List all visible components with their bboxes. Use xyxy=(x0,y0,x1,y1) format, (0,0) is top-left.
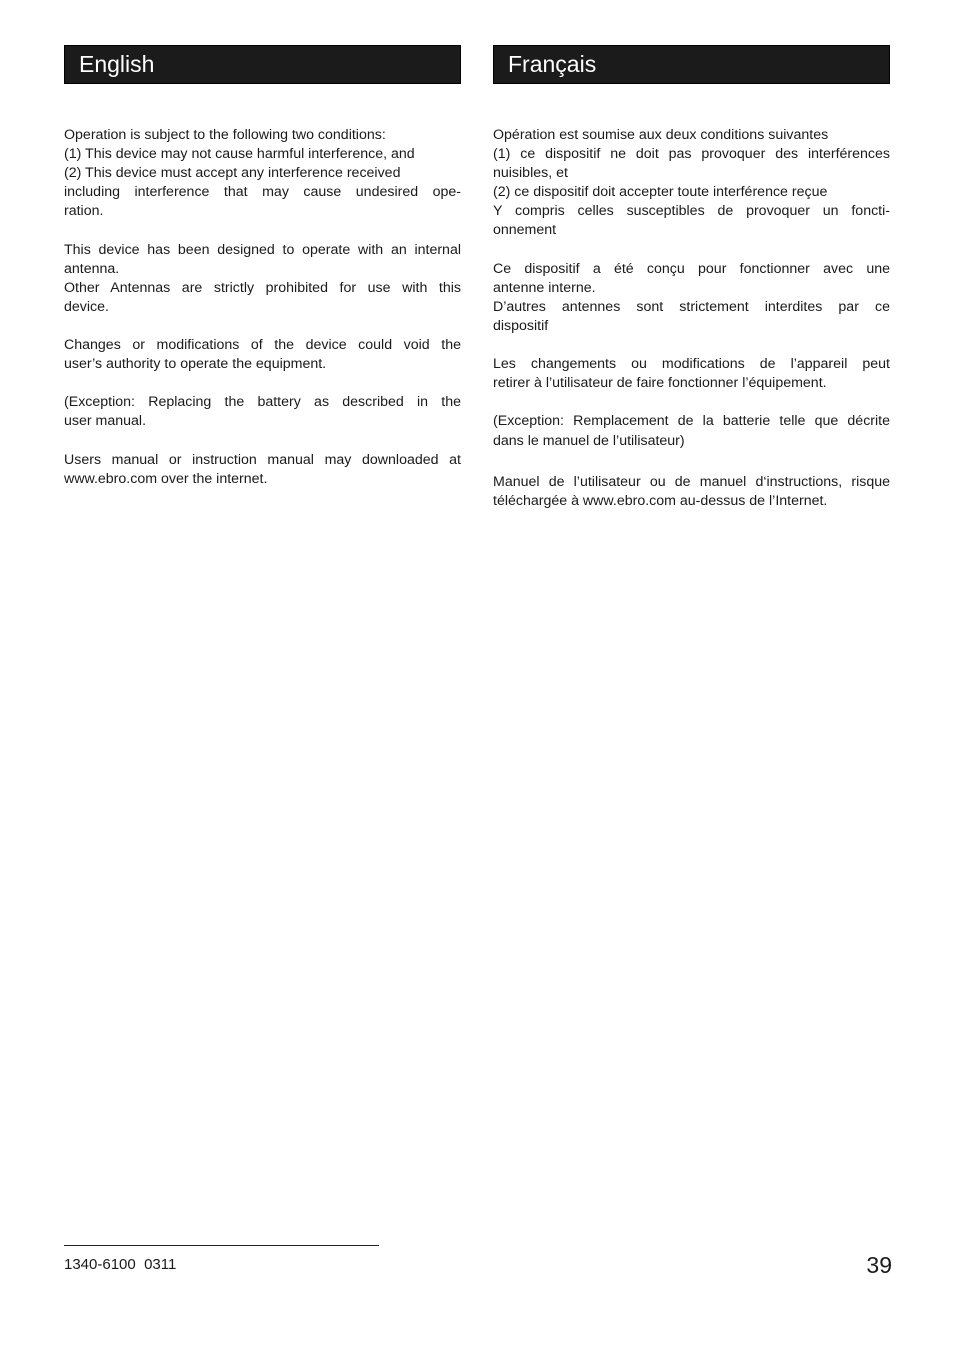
french-heading: Français xyxy=(508,51,597,77)
paragraph xyxy=(64,126,461,221)
text-line: (Exception: Remplacement de la batterie telle que décrite xyxy=(493,413,890,430)
text-line: Operation is subject to the following two conditions: xyxy=(64,127,386,143)
text-line: (2) This device must accept any interference received xyxy=(64,165,401,182)
text-line: Y compris celles susceptibles de provoquer un foncti- xyxy=(493,203,890,220)
text-line: www.ebro.com over the internet. xyxy=(64,470,268,487)
text-line: D’autres antennes sont strictement interdites par ce xyxy=(493,298,890,315)
text-line: including interference that may cause undesired ope- xyxy=(64,184,461,201)
text-line: dispositif xyxy=(493,317,549,334)
paragraph xyxy=(64,336,461,374)
paragraph xyxy=(493,260,890,336)
french-heading-bar xyxy=(493,45,890,84)
text-line: téléchargée à www.ebro.com au-dessus de l’Internet. xyxy=(493,492,828,509)
text-line: (1) ce dispositif ne doit pas provoquer des interférences xyxy=(493,146,890,163)
text-line: (1) This device may not cause harmful interference, and xyxy=(64,146,415,163)
paragraph xyxy=(493,126,890,241)
paragraph xyxy=(64,451,461,489)
text-line: antenna. xyxy=(64,260,120,277)
text-line: Opération est soumise aux deux conditions suivantes xyxy=(493,127,829,143)
text-line: nuisibles, et xyxy=(493,165,568,182)
paragraph xyxy=(64,241,461,317)
paragraph xyxy=(493,355,890,393)
text-line: user manual. xyxy=(64,413,147,430)
text-line: Les changements ou modifications de l’appareil peut xyxy=(493,356,890,373)
text-line: onnement xyxy=(493,222,557,239)
text-line: Users manual or instruction manual may downloaded at xyxy=(64,451,461,468)
french-column xyxy=(493,45,890,530)
text-line: antenne interne. xyxy=(493,279,596,296)
text-line: Manuel de l’utilisateur ou de manuel d‘instructions, risque xyxy=(493,473,890,490)
text-line: dans le manuel de l’utilisateur) xyxy=(493,432,685,449)
english-column xyxy=(64,45,461,508)
english-heading-bar xyxy=(64,45,461,84)
text-line: user’s authority to operate the equipment. xyxy=(64,356,327,373)
text-line: Ce dispositif a été conçu pour fonctionner avec une xyxy=(493,260,890,277)
text-line: device. xyxy=(64,298,109,315)
text-line: (2) ce dispositif doit accepter toute interférence reçue xyxy=(493,184,828,201)
text-line: Changes or modifications of the device could void the xyxy=(64,337,461,354)
french-body xyxy=(493,126,890,511)
text-line: ration. xyxy=(64,203,104,220)
text-line: (Exception: Replacing the battery as described in the xyxy=(64,394,461,411)
paragraph xyxy=(493,412,890,450)
text-line: Other Antennas are strictly prohibited for use with this xyxy=(64,279,461,296)
english-heading: English xyxy=(79,51,155,77)
footer-divider xyxy=(64,1245,379,1246)
paragraph xyxy=(493,473,890,511)
document-code: 1340-6100 0311 xyxy=(64,1256,177,1273)
page-number: 39 xyxy=(866,1252,892,1278)
paragraph xyxy=(64,393,461,431)
text-line: retirer à l’utilisateur de faire fonctionner l’équipement. xyxy=(493,375,827,392)
text-line: This device has been designed to operate with an internal xyxy=(64,241,461,258)
english-body xyxy=(64,126,461,489)
